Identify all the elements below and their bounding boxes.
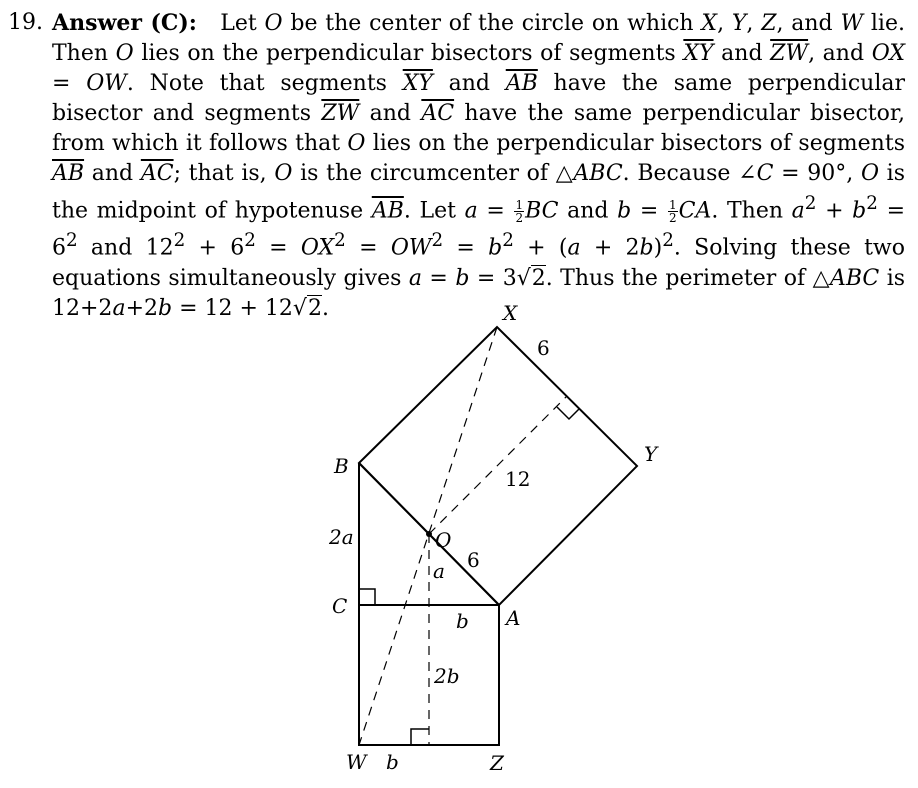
solution-body: Answer (C): Let O be the center of the circle on which X, Y, Z, and W lie. Then O lies on the perpendicular bisectors of segments $\overline{XY}$ and $\overline{ZW}$, and OX = OW. Note that segments $\overline{XY}$ and $\overline{AB}$ have the same perpendicular bisector and segments $\overline{ZW}$ and $\overline{AC}$ have the same perpendicular bisector, from which it follows that O lies on the perpendicular bisectors of segments $\overline{AB}$ and $\overline{AC}$; that is, O is the circumcenter of △ABC. Because ∠C = 90°, O is the midpoint of hypotenuse $\overline{AB}$. Let a = $\frac{1}{2}$ BC and b = $\frac{1}{2}$ CA. Then $a^2 + b^2 = 6^2$ and $12^2 + 6^2 = OX^2 = OW^2 = b^2 + (a + 2b)^2$. Solving these two equations simultaneously gives a = b = 3√2. Thus the perimeter of △ABC is 12+2a+2b = 12 + 12√2.: [52, 10, 906, 321]
label-length-b: b: [456, 609, 469, 633]
label-w: W: [346, 750, 367, 774]
label-x: X: [503, 301, 518, 325]
label-b: B: [334, 454, 349, 478]
right-angle-c: [359, 589, 375, 605]
label-y: Y: [644, 442, 658, 466]
label-c: C: [332, 594, 348, 618]
label-length-w-b: b: [386, 750, 399, 774]
label-length-xy: 6: [537, 336, 550, 360]
label-o: O: [435, 528, 452, 552]
label-a: A: [506, 606, 521, 630]
label-length-12: 12: [505, 467, 531, 491]
dashed-o-to-xy: [429, 396, 567, 534]
label-z: Z: [490, 751, 504, 775]
label-length-2b: 2b: [434, 664, 460, 688]
square-on-hypotenuse: [359, 327, 637, 605]
right-angle-bottom: [411, 729, 429, 745]
answer-header: Answer (C):: [52, 10, 197, 36]
square-on-ca: [359, 605, 499, 745]
problem-number: 19.: [8, 10, 43, 35]
right-angle-xy: [557, 407, 579, 419]
label-length-2a: 2a: [329, 525, 354, 549]
center-point-o: [426, 531, 432, 537]
label-length-a: a: [433, 559, 445, 583]
label-length-ao: 6: [467, 548, 480, 572]
